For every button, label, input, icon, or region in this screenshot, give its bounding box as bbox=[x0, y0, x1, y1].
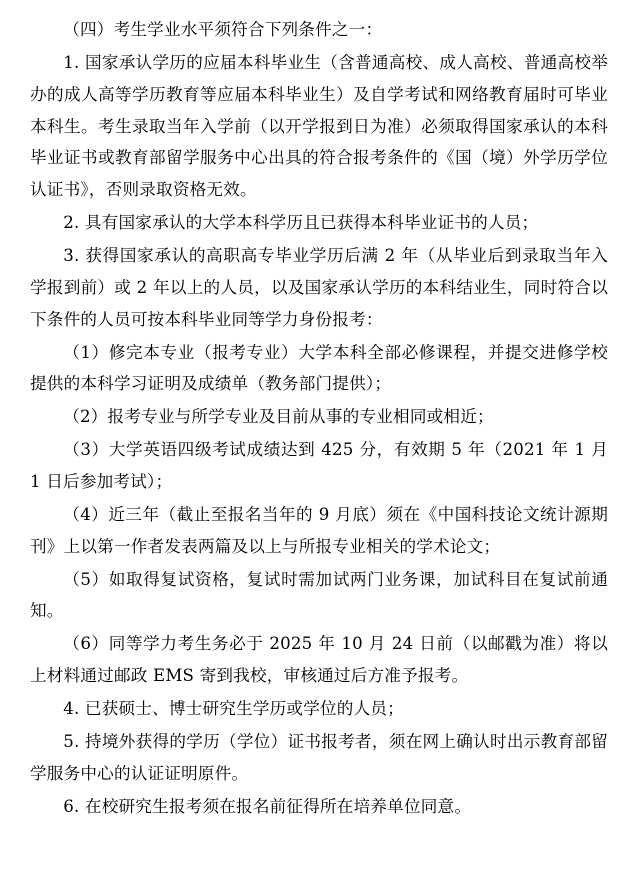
paragraph-item-1: 1. 国家承认学历的应届本科毕业生（含普通高校、成人高校、普通高校举办的成人高等学历教育等应届本科毕业生）及自学考试和网络教育届时可毕业本科生。考生录取当年入学前（以开学报到日为准）必须取得国家承认的本科毕业证书或教育部留学服务中心出具的符合报考条件的《国（境）外学历学位认证书》，否则录取资格无效。 bbox=[30, 52, 608, 200]
paragraph-item-6: 6. 在校研究生报考须在报名前征得所在培养单位同意。 bbox=[63, 796, 472, 816]
section-heading: （四）考生学业水平须符合下列条件之一： bbox=[63, 20, 383, 39]
paragraph-item-3-6: （6）同等学力考生务必于 2025 年 10 月 24 日前（以邮戳为准）将以上材料通过邮政 EMS 寄到我校，审核通过后方准予报考。 bbox=[30, 634, 608, 686]
paragraph-item-3-5: （5）如取得复试资格，复试时需加试两门业务课，加试科目在复试前通知。 bbox=[30, 569, 608, 621]
paragraph-item-4: 4. 已获硕士、博士研究生学历或学位的人员； bbox=[63, 699, 404, 719]
paragraph-item-3-4: （4）近三年（截止至报名当年的 9 月底）须在《中国科技论文统计源期刊》上以第一作者发表两篇及以上与所报专业相关的学术论文； bbox=[30, 504, 608, 556]
paragraph-item-3-1: （1）修完本专业（报考专业）大学本科全部必修课程，并提交进修学校提供的本科学习证明及成绩单（教务部门提供）； bbox=[30, 342, 608, 394]
paragraph-item-5: 5. 持境外获得的学历（学位）证书报考者，须在网上确认时出示教育部留学服务中心的认证证明原件。 bbox=[30, 731, 608, 783]
paragraph-item-3: 3. 获得国家承认的高职高专毕业学历后满 2 年（从毕业后到录取当年入学报到前）或 2 年以上的人员，以及国家承认学历的本科结业生，同时符合以下条件的人员可按本科毕业同等学力身份报考： bbox=[30, 246, 608, 329]
paragraph-item-2: 2. 具有国家承认的大学本科学历且已获得本科毕业证书的人员； bbox=[63, 213, 539, 233]
paragraph-item-3-3: （3）大学英语四级考试成绩达到 425 分，有效期 5 年（2021 年 1 月 1 日后参加考试）； bbox=[30, 440, 608, 492]
paragraph-item-3-2: （2）报考专业与所学专业及目前从事的专业相同或相近； bbox=[63, 407, 494, 427]
